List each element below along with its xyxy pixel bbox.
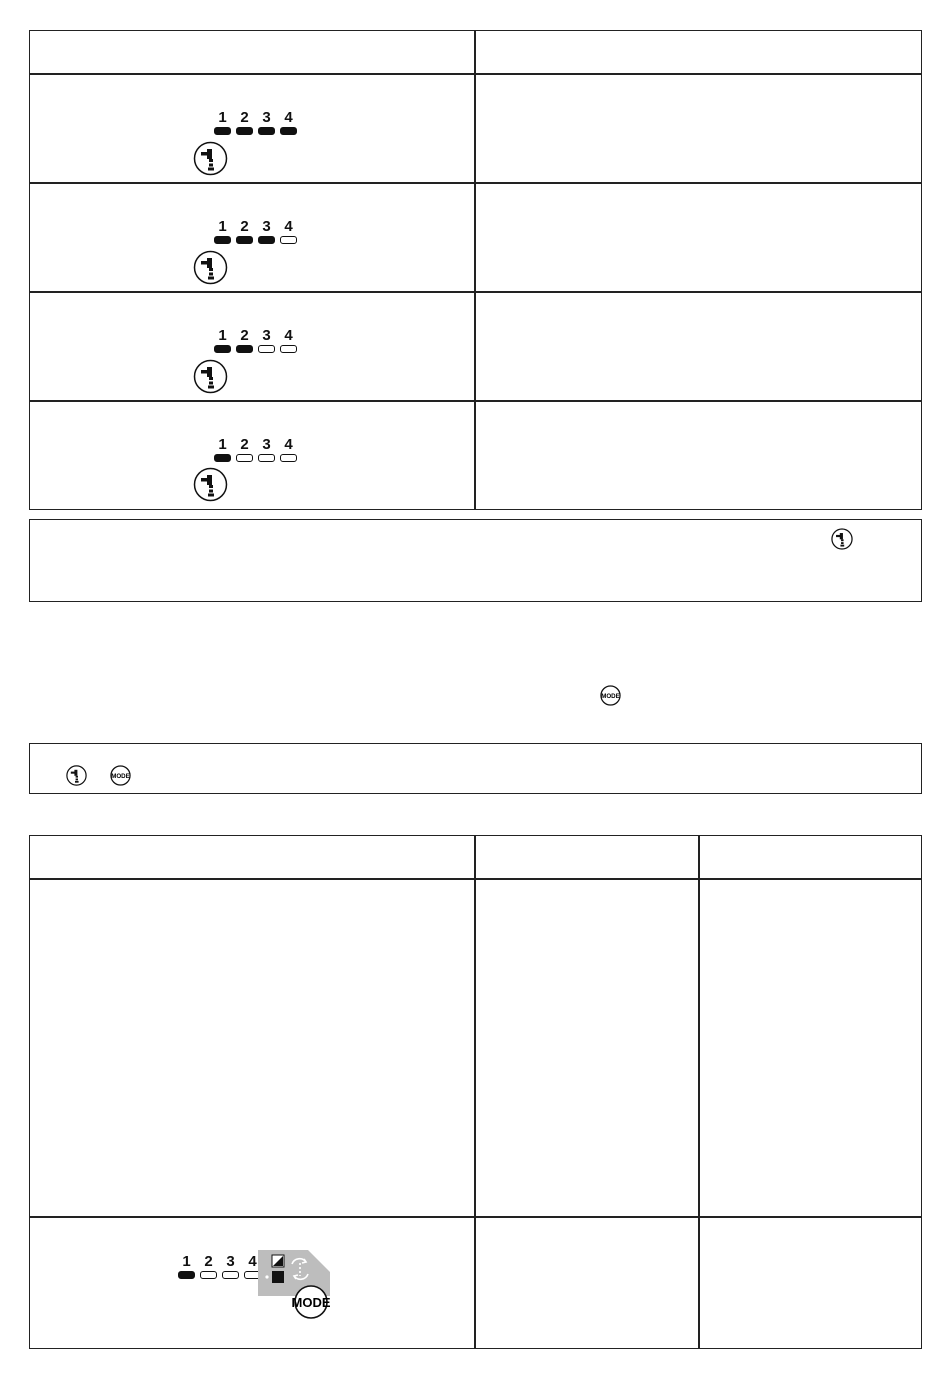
speed-table-row-line [29, 182, 922, 184]
mode-table-row-line [29, 1216, 922, 1218]
speed-lamp [280, 345, 297, 353]
drill-speed-button-icon[interactable] [193, 359, 228, 399]
speed-digit: 2 [236, 110, 253, 126]
speed-table [29, 30, 922, 510]
mode-button-icon [600, 685, 621, 711]
speed-digit: 1 [178, 1254, 195, 1270]
speed-indicator [178, 1254, 261, 1279]
speed-digit: 3 [258, 219, 275, 235]
lamp-row [214, 127, 297, 135]
mode-button-icon [110, 765, 131, 791]
speed-digit: 4 [244, 1254, 261, 1270]
speed-lamp [280, 236, 297, 244]
speed-indicator [214, 437, 297, 462]
mode-button-label: MODE [291, 1295, 330, 1310]
speed-lamp [222, 1271, 239, 1279]
speed-lamp [200, 1271, 217, 1279]
speed-digit: 1 [214, 219, 231, 235]
mode-table-divider [698, 835, 700, 1349]
speed-lamp [214, 454, 231, 462]
speed-table-row-line [29, 291, 922, 293]
speed-lamp [258, 127, 275, 135]
speed-digit: 2 [236, 219, 253, 235]
speed-digit: 4 [280, 437, 297, 453]
speed-lamp [236, 454, 253, 462]
speed-lamp [280, 454, 297, 462]
speed-lamp [214, 345, 231, 353]
note-box [29, 519, 922, 602]
speed-indicator [214, 110, 297, 135]
speed-digit: 3 [258, 328, 275, 344]
speed-lamp [258, 236, 275, 244]
speed-lamp [236, 345, 253, 353]
speed-digit: 4 [280, 110, 297, 126]
speed-lamp [178, 1271, 195, 1279]
speed-indicator [214, 328, 297, 353]
drill-speed-button-icon [831, 528, 853, 555]
speed-digit: 4 [280, 219, 297, 235]
speed-table-header-line [29, 73, 922, 75]
speed-table-divider [474, 30, 476, 510]
speed-lamp [214, 236, 231, 244]
speed-digit: 4 [280, 328, 297, 344]
mode-label: MODE [111, 772, 130, 780]
lamp-row [178, 1271, 261, 1279]
lamp-row [214, 236, 297, 244]
speed-table-row-line [29, 400, 922, 402]
drill-speed-button-icon[interactable] [193, 467, 228, 507]
speed-indicator [214, 219, 297, 244]
mode-panel [258, 1250, 330, 1325]
speed-digit: 2 [200, 1254, 217, 1270]
note-box [29, 743, 922, 794]
speed-lamp [258, 345, 275, 353]
speed-digit: 1 [214, 328, 231, 344]
mode-label: MODE [601, 692, 620, 700]
speed-digit: 2 [236, 328, 253, 344]
speed-digit: 2 [236, 437, 253, 453]
speed-lamp [258, 454, 275, 462]
speed-digit: 1 [214, 437, 231, 453]
mode-table-header-line [29, 878, 922, 880]
speed-lamp [236, 127, 253, 135]
drill-speed-button-icon [66, 765, 87, 791]
speed-lamp [236, 236, 253, 244]
speed-digit: 3 [258, 437, 275, 453]
speed-lamp [214, 127, 231, 135]
speed-lamp [280, 127, 297, 135]
mode-lamp-lower [272, 1271, 284, 1283]
speed-digit: 1 [214, 110, 231, 126]
drill-speed-button-icon[interactable] [193, 141, 228, 181]
drill-speed-button-icon[interactable] [193, 250, 228, 290]
lamp-row [214, 454, 297, 462]
mode-table-divider [474, 835, 476, 1349]
speed-digit: 3 [222, 1254, 239, 1270]
speed-digit: 3 [258, 110, 275, 126]
lamp-row [214, 345, 297, 353]
mode-table [29, 835, 922, 1349]
